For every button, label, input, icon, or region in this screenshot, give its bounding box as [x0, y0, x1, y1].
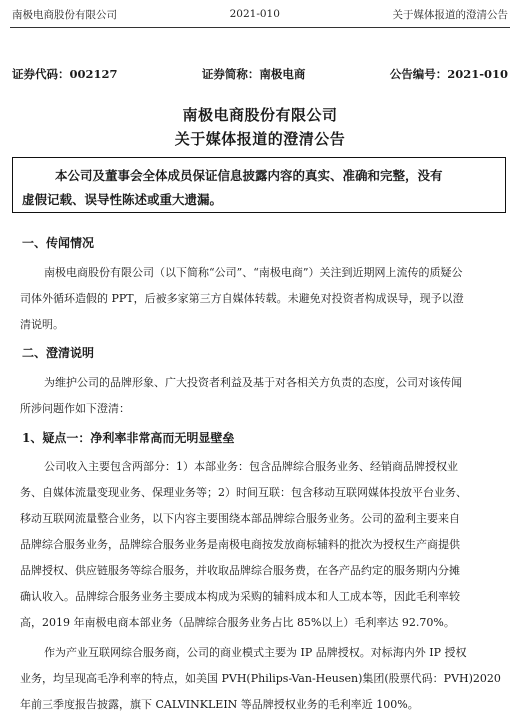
- board-guarantee-box: [12, 157, 506, 213]
- guarantee-line-2: 虚假记载、误导性陈述或重大遗漏。: [22, 192, 223, 207]
- running-header: [0, 0, 520, 28]
- paragraph-line: 移动互联网流量整合业务，以下内容主要围绕本部品牌综合服务业务。公司的盈利主要来自: [20, 512, 460, 525]
- header-code: 2021-010: [229, 8, 280, 20]
- section-1-heading: 一、传闻情况: [22, 236, 95, 250]
- notice-number: 公告编号：2021-010: [389, 67, 508, 81]
- paragraph-line: 作为产业互联网综合服务商，公司的商业模式主要为 IP 品牌授权。对标海内外 IP 授权: [44, 646, 467, 659]
- header-rule: [10, 27, 510, 28]
- paragraph-line: 业务，均呈现高毛净利率的特点，如美国 PVH(Philips-Van-Heusen)集团(股票代码：PVH)2020: [20, 672, 501, 685]
- section-2-intro-line: 所涉问题作如下澄清：: [20, 402, 130, 415]
- section-2-intro-line: 为维护公司的品牌形象、广大投资者利益及基于对各相关方负责的态度，公司对该传闻: [44, 376, 462, 389]
- paragraph-line: 品牌综合服务业务，品牌综合服务业务是南极电商按发放商标辅料的批次为授权生产商提供: [20, 538, 460, 551]
- stock-abbreviation: 证券简称：南极电商: [201, 67, 306, 81]
- section-1-line: 南极电商股份有限公司（以下简称“公司”、“南极电商”）关注到近期网上流传的质疑公: [44, 266, 463, 279]
- announcement-meta: [12, 66, 508, 82]
- paragraph-line: 品牌授权、供应链服务等综合服务，并收取品牌综合服务费，在各产品约定的服务期内分摊: [20, 564, 460, 577]
- subsection-1-heading: 1、疑点一：净利率非常高而无明显壁垒: [22, 431, 235, 445]
- paragraph-line: 年前三季度报告披露，旗下 CALVINKLEIN 等品牌授权业务的毛利率近 100%。: [20, 698, 419, 711]
- paragraph-line: 确认收入。品牌综合服务业务主要成本构成为采购的辅料成本和人工成本等，因此毛利率较: [20, 590, 460, 603]
- document-title-subject: 关于媒体报道的澄清公告: [174, 130, 346, 148]
- paragraph-line: 高，2019 年南极电商本部业务（品牌综合服务业务占比 85%以上）毛利率达 92.70%。: [20, 616, 455, 629]
- paragraph-line: 公司收入主要包含两部分：1）本部业务：包含品牌综合服务业务、经销商品牌授权业: [44, 460, 458, 473]
- stock-code: 证券代码：002127: [12, 67, 118, 81]
- document-title-company: 南极电商股份有限公司: [182, 106, 338, 124]
- section-1-line: 清说明。: [20, 318, 64, 331]
- header-title: 关于媒体报道的澄清公告: [392, 8, 508, 21]
- section-2-heading: 二、澄清说明: [22, 346, 95, 360]
- header-company: 南极电商股份有限公司: [12, 8, 117, 21]
- guarantee-line-1: 本公司及董事会全体成员保证信息披露内容的真实、准确和完整，没有: [55, 168, 443, 183]
- paragraph-line: 务、自媒体流量变现业务、保理业务等；2）时间互联：包含移动互联网媒体投放平台业务、: [20, 486, 467, 499]
- section-1-line: 司体外循环造假的 PPT，后被多家第三方自媒体转载。未避免对投资者构成误导，现予以澄: [20, 292, 464, 305]
